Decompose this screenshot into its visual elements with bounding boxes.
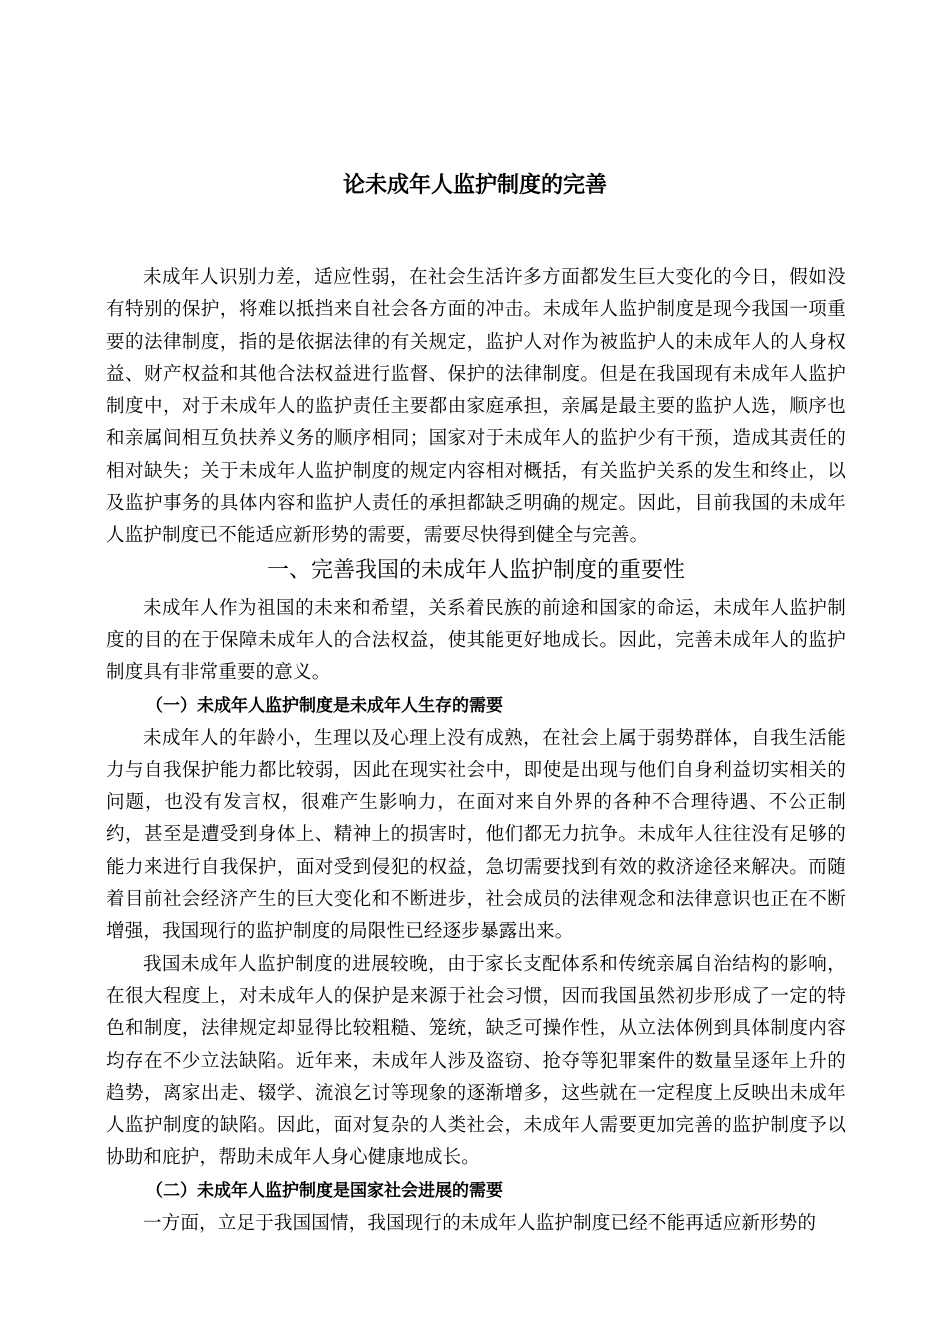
document-title: 论未成年人监护制度的完善 [342, 173, 607, 198]
subsection-paragraph: 一方面，立足于我国国情，我国现行的未成年人监护制度已经不能再适应新形势的 [143, 1212, 817, 1234]
document-body [106, 262, 846, 1240]
subsection-paragraph: 未成年人的年龄小，生理以及心理上没有成熟，在社会上属于弱势群体，自我生活能力与自我保护能力都比较弱，因此在现实社会中，即使是出现与他们自身利益切实相关的问题，也没有发言权，很难产生影响力，在面对来自外界的各种不合理待遇、不公正制约，甚至是遭受到身体上、精神上的损害时，他们都无力抗争。未成年人往往没有足够的能力来进行自我保护，面对受到侵犯的权益，急切需要找到有效的救济途径来解决。而随着目前社会经济产生的巨大变化和不断进步，社会成员的法律观念和法律意识也正在不断增强，我国现行的监护制度的局限性已经逐步暴露出来。 [106, 727, 846, 943]
section-heading-importance: 一、完善我国的未成年人监护制度的重要性 [266, 557, 685, 583]
section-paragraph: 未成年人作为祖国的未来和希望，关系着民族的前途和国家的命运，未成年人监护制度的目的在于保障未成年人的合法权益，使其能更好地成长。因此，完善未成年人的监护制度具有非常重要的意义。 [106, 597, 846, 684]
subsection-heading-survival: （一）未成年人监护制度是未成年人生存的需要 [146, 695, 503, 716]
subsection-heading-national-development: （二）未成年人监护制度是国家社会进展的需要 [146, 1180, 503, 1201]
subsection-paragraph: 我国未成年人监护制度的进展较晚，由于家长支配体系和传统亲属自治结构的影响，在很大程度上，对未成年人的保护是来源于社会习惯，因而我国虽然初步形成了一定的特色和制度，法律规定却显得比较粗糙、笼统，缺乏可操作性，从立法体例到具体制度内容均存在不少立法缺陷。近年来，未成年人涉及盗窃、抢夺等犯罪案件的数量呈逐年上升的趋势，离家出走、辍学、流浪乞讨等现象的逐渐增多，这些就在一定程度上反映出未成年人监护制度的缺陷。因此，面对复杂的人类社会，未成年人需要更加完善的监护制度予以协助和庇护，帮助未成年人身心健康地成长。 [106, 953, 846, 1169]
intro-paragraph: 未成年人识别力差，适应性弱，在社会生活许多方面都发生巨大变化的今日，假如没有特别的保护，将难以抵挡来自社会各方面的冲击。未成年人监护制度是现今我国一项重要的法律制度，指的是依据法律的有关规定，监护人对作为被监护人的未成年人的人身权益、财产权益和其他合法权益进行监督、保护的法律制度。但是在我国现有未成年人监护制度中，对于未成年人的监护责任主要都由家庭承担，亲属是最主要的监护人选，顺序也和亲属间相互负扶养义务的顺序相同；国家对于未成年人的监护少有干预，造成其责任的相对缺失；关于未成年人监护制度的规定内容相对概括，有关监护关系的发生和终止，以及监护事务的具体内容和监护人责任的承担都缺乏明确的规定。因此，目前我国的未成年人监护制度已不能适应新形势的需要，需要尽快得到健全与完善。 [106, 267, 846, 547]
